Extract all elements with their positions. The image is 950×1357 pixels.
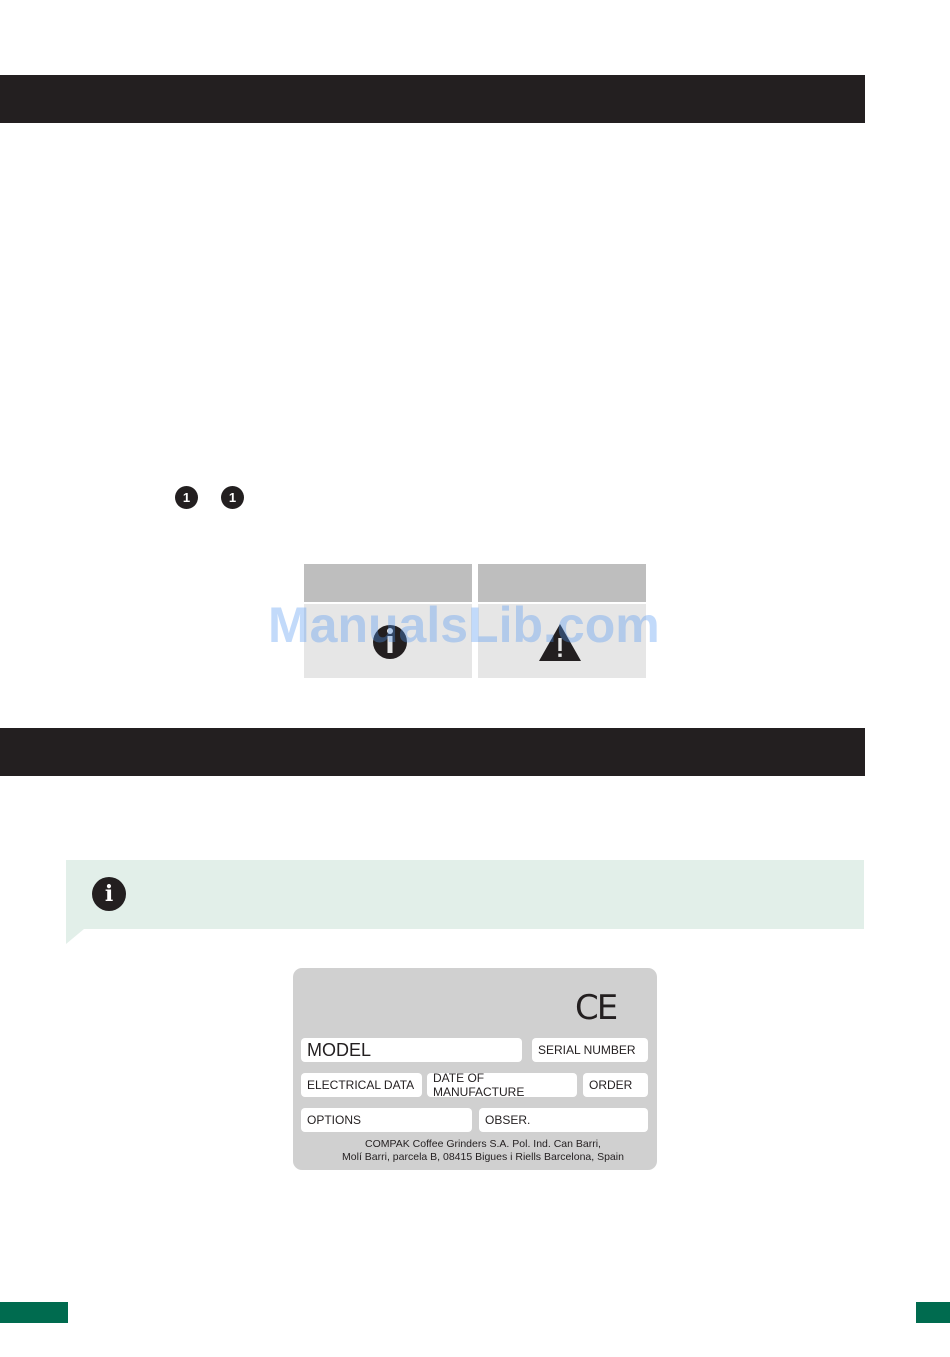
address-line: Molí Barri, parcela B, 08415 Bigues i Riells Barcelona, Spain xyxy=(342,1150,624,1163)
observations-field: OBSER. xyxy=(479,1108,648,1132)
manufacturer-address xyxy=(300,1138,666,1163)
ce-mark: CE xyxy=(575,988,617,1028)
step-number-badge: 1 xyxy=(221,486,244,509)
symbol-table-header xyxy=(478,564,646,602)
order-field: ORDER xyxy=(583,1073,648,1097)
warning-triangle-icon xyxy=(537,622,583,662)
serial-number-field: SERIAL NUMBER xyxy=(532,1038,648,1062)
section-header-bar xyxy=(0,728,865,776)
watermark: ManualsLib.com xyxy=(268,597,660,653)
model-field: MODEL xyxy=(301,1038,522,1062)
electrical-data-field: ELECTRICAL DATA xyxy=(301,1073,422,1097)
options-field: OPTIONS xyxy=(301,1108,472,1132)
footer-accent-right xyxy=(916,1302,950,1323)
address-line: COMPAK Coffee Grinders S.A. Pol. Ind. Can Barri, xyxy=(365,1138,601,1150)
info-note-tail xyxy=(66,929,84,944)
info-icon: i xyxy=(92,877,126,911)
symbol-table-header xyxy=(304,564,472,602)
step-number-badge: 1 xyxy=(175,486,198,509)
info-circle-icon xyxy=(372,622,408,660)
info-note-box xyxy=(66,860,864,929)
section-header-bar xyxy=(0,75,865,123)
symbol-table xyxy=(304,564,646,678)
date-of-manufacture-field: DATE OF MANUFACTURE xyxy=(427,1073,577,1097)
footer-accent-left xyxy=(0,1302,68,1323)
